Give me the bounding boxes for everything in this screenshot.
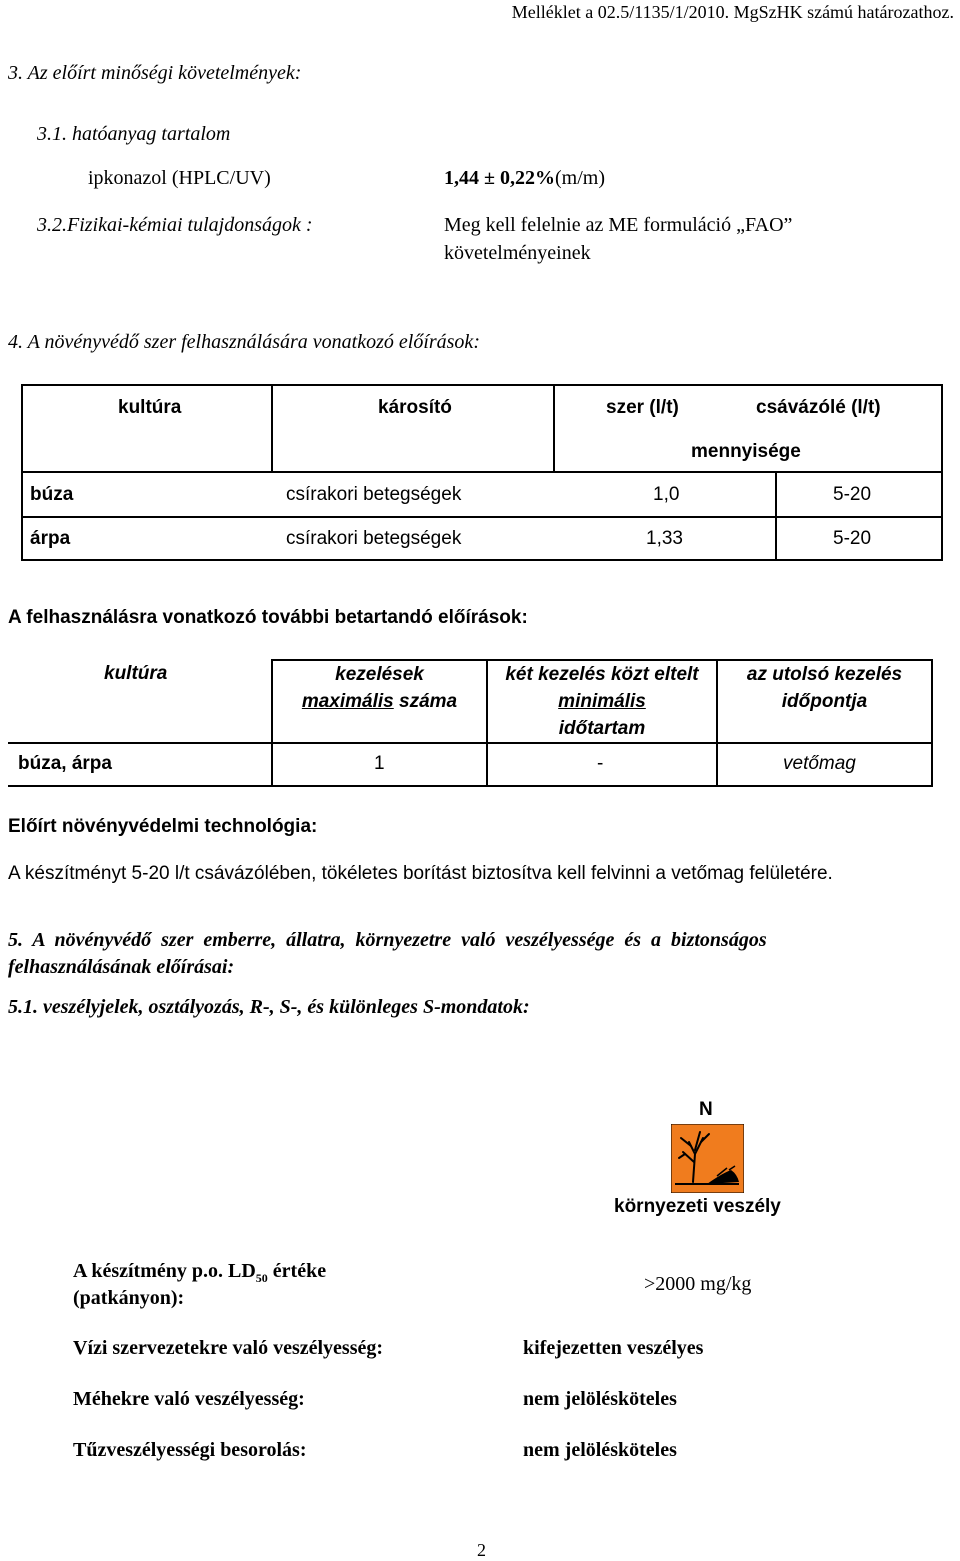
table2-header-culture: kultúra — [104, 663, 168, 684]
physchem-value-line2: követelményeinek — [444, 242, 591, 264]
table1-subheader-mennyisege: mennyisége — [691, 441, 801, 462]
table2-h4-line2: időpontja — [781, 691, 868, 712]
bee-hazard-value: nem jelölésköteles — [523, 1388, 677, 1410]
ld50-value: >2000 mg/kg — [644, 1273, 752, 1295]
ld50-label-sub: 50 — [255, 1271, 268, 1285]
table2-h2-underlined: maximális — [301, 691, 394, 712]
ingredient-value-number: 1,44 ± 0,22% — [444, 167, 555, 189]
table1-row1-pest: csírakori betegségek — [286, 484, 462, 505]
table2-h2-line1: kezelések — [335, 664, 424, 685]
table2-h2-line2 — [273, 688, 486, 715]
physchem-value-line1: Meg kell felelnie az ME formuláció „FAO” — [444, 214, 793, 236]
aquatic-hazard-label: Vízi szervezetekre való veszélyesség: — [73, 1337, 384, 1359]
table2-row-interval: - — [597, 753, 604, 774]
ingredient-label: ipkonazol (HPLC/UV) — [88, 167, 271, 189]
table2-header-min-interval — [488, 661, 716, 742]
ld50-label-line1 — [73, 1260, 326, 1286]
table1-header-csavazole: csávázólé (l/t) — [756, 397, 881, 418]
page-number: 2 — [477, 1540, 486, 1560]
table1-row1-liquid: 5-20 — [833, 484, 872, 505]
table1-row2-pest: csírakori betegségek — [286, 528, 462, 549]
ld50-label-line2: (patkányon): — [73, 1287, 185, 1309]
table1-row2-culture: árpa — [30, 528, 71, 549]
section-4-title: 4. A növényvédő szer felhasználására vonatkozó előírások: — [8, 331, 480, 353]
table1-row1-culture: búza — [30, 484, 74, 505]
table2-h2-word: száma — [399, 691, 458, 712]
section-3-title: 3. Az előírt minőségi követelmények: — [8, 62, 302, 84]
further-rules-title: A felhasználásra vonatkozó további betartandó előírások: — [8, 607, 528, 628]
table1-header-szer: szer (l/t) — [606, 397, 679, 418]
technology-text: A készítményt 5-20 l/t csávázólében, tökéletes borítást biztosítva kell felvinni a vetőmag felületére. — [8, 863, 833, 884]
fire-hazard-label: Tűzveszélyességi besorolás: — [73, 1439, 307, 1461]
table2-row-culture: búza, árpa — [18, 753, 112, 774]
table1-row2-dose: 1,33 — [646, 528, 683, 549]
table1-header-karosito: károsító — [378, 397, 452, 418]
ld50-label-post: értéke — [267, 1260, 327, 1282]
section-5-title-line2: felhasználásának előírásai: — [8, 956, 235, 978]
technology-title: Előírt növényvédelmi technológia: — [8, 816, 318, 837]
ld50-label-pre: A készítmény p.o. LD — [73, 1260, 256, 1282]
section-5-title-line1: 5. A növényvédő szer emberre, állatra, környezetre való veszélyessége és a biztonságos — [8, 929, 767, 951]
table2-h3-line2: minimális — [558, 691, 646, 712]
table2-header-last-treatment — [718, 661, 931, 715]
table2-header-max-treatments — [273, 661, 486, 715]
table2-h3-line3: időtartam — [558, 718, 646, 739]
table2-row-max-count: 1 — [374, 753, 385, 774]
document-reference: Melléklet a 02.5/1135/1/2010. MgSzHK számú határozathoz. — [511, 2, 954, 22]
hazard-letter: N — [699, 1099, 713, 1120]
hazard-label: környezeti veszély — [614, 1196, 781, 1217]
table1-row1-dose: 1,0 — [653, 484, 680, 505]
table2-row-last-treatment: vetőmag — [783, 753, 856, 774]
environment-hazard-icon — [671, 1124, 744, 1193]
ingredient-value-unit: (m/m) — [554, 167, 605, 189]
ingredient-value — [444, 167, 605, 190]
table2-h3-line1: két kezelés közt eltelt — [505, 664, 699, 685]
table1-row2-liquid: 5-20 — [833, 528, 872, 549]
section-5-1-title: 5.1. veszélyjelek, osztályozás, R-, S-, és különleges S-mondatok: — [8, 996, 530, 1018]
table2-h4-line1: az utolsó kezelés — [746, 664, 903, 685]
section-3-2-title: 3.2.Fizikai-kémiai tulajdonságok : — [37, 214, 313, 236]
fire-hazard-value: nem jelölésköteles — [523, 1439, 677, 1461]
bee-hazard-label: Méhekre való veszélyesség: — [73, 1388, 305, 1410]
table1-header-kultura: kultúra — [118, 397, 182, 418]
aquatic-hazard-value: kifejezetten veszélyes — [523, 1337, 704, 1359]
section-3-1-title: 3.1. hatóanyag tartalom — [37, 123, 231, 145]
